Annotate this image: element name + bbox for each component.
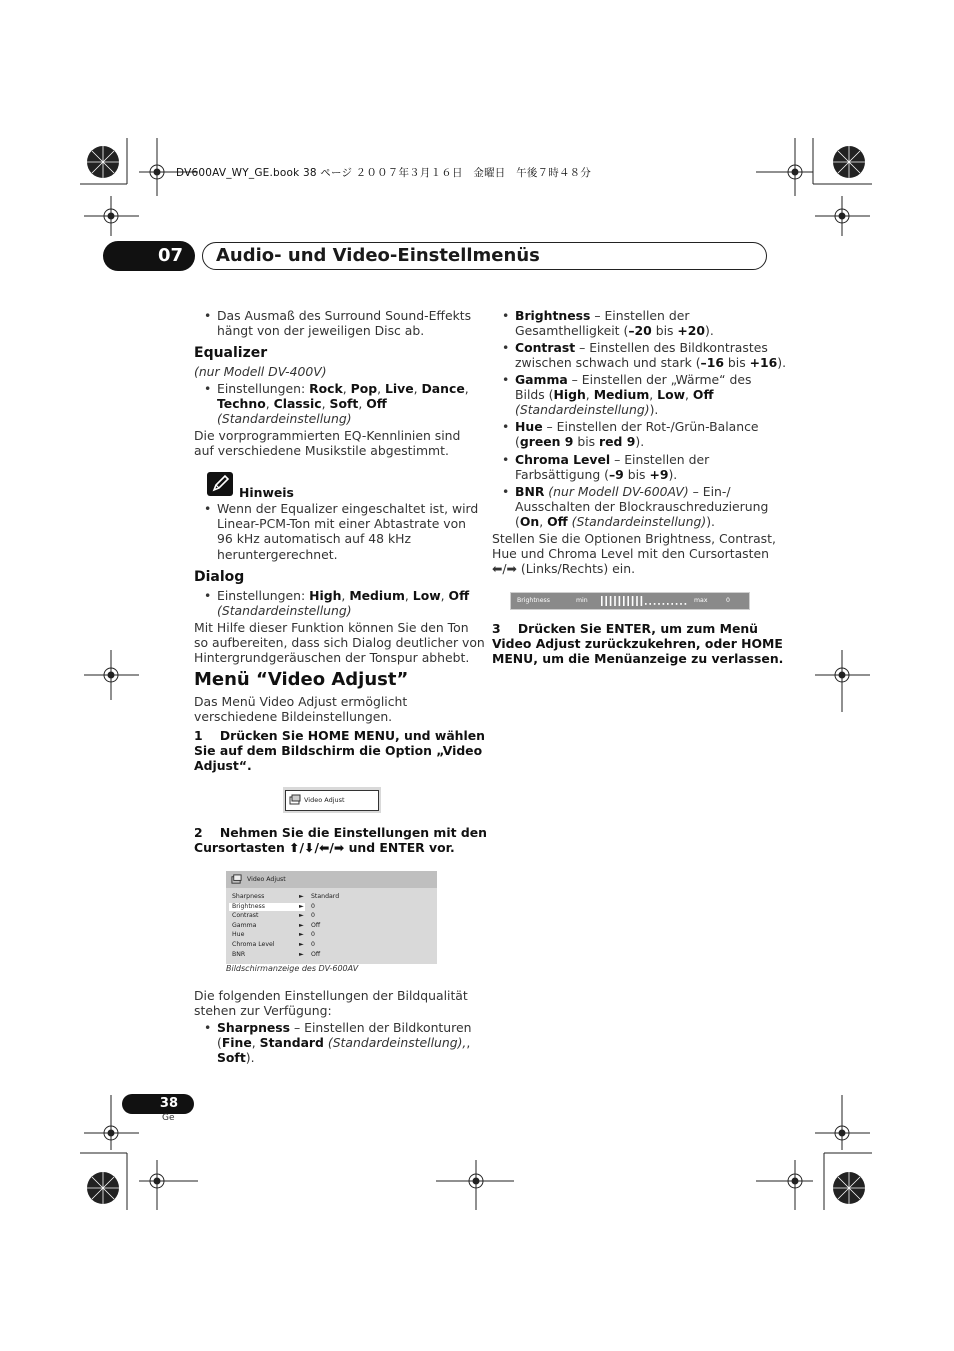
equalizer-heading: Equalizer: [194, 345, 268, 361]
page-number-badge: 38: [122, 1094, 194, 1114]
desc-line: Hintergrundgeräuschen der Tonspur abhebt.: [194, 650, 470, 666]
desc-line: (Links/Rechts) ein.: [516, 561, 636, 577]
step-line: Video Adjust zurückzukehren, oder HOME: [492, 636, 783, 652]
note-line: Linear-PCM-Ton mit einer Abtastrate von: [217, 516, 467, 532]
screen-title-bar: [226, 871, 437, 888]
setting-option: Low: [657, 387, 686, 403]
setting-name: Hue: [515, 419, 543, 434]
desc-line: stehen zur Verfügung:: [194, 1003, 332, 1019]
step-line: Adjust“.: [194, 758, 252, 774]
print-header: DV600AV_WY_GE.book 38 ページ ２００７年３月１６日 金曜日 午後７時４８分: [176, 167, 592, 179]
desc-line: auf verschiedene Musikstile abgestimmt.: [194, 443, 449, 459]
note-label: Hinweis: [239, 485, 294, 500]
slider-tick-filled: [614, 596, 616, 606]
step-line: Sie auf dem Bildschirm die Option „Video: [194, 743, 483, 759]
setting-option: Off: [547, 514, 568, 530]
desc-line: verschiedene Bildeinstellungen.: [194, 709, 393, 725]
range-min: –9: [608, 467, 624, 483]
default-note: (Standardeinstellung): [217, 603, 352, 619]
setting-option: Soft: [217, 1050, 246, 1066]
step-1: [194, 728, 484, 774]
desc-line: Die vorprogrammierten EQ-Kennlinien sind: [194, 428, 461, 443]
desc-line: Stellen Sie die Optionen Brightness, Contrast,: [492, 531, 776, 546]
range-max: red 9: [599, 434, 636, 450]
step-2: [194, 825, 487, 855]
punct: ).: [668, 467, 678, 483]
desc-line: Das Menü Video Adjust ermöglicht: [194, 694, 408, 709]
step-line: MENU, um die Menüanzeige zu verlassen.: [492, 651, 784, 667]
note-line: Wenn der Equalizer eingeschaltet ist, wird: [217, 501, 479, 516]
step-line: Cursortasten: [194, 840, 290, 856]
punct: ).: [245, 1050, 255, 1066]
screen-row-label[interactable]: Chroma Level: [232, 941, 275, 948]
setting-option: On: [519, 514, 540, 530]
default-note: (Standardeinstellung): [567, 514, 707, 530]
setting-name: Gamma: [515, 372, 568, 387]
menu-item-label: Video Adjust: [304, 796, 345, 804]
slider-label: Brightness: [517, 597, 550, 604]
step-number: 1: [194, 728, 203, 743]
setting-name: Chroma Level: [515, 452, 611, 467]
video-adjust-icon: [289, 794, 301, 806]
eq-option: Pop: [350, 381, 378, 396]
video-adjust-heading: Menü “Video Adjust”: [194, 669, 409, 690]
row-arrow-icon: ►: [299, 912, 304, 920]
slider-tick-filled: [627, 596, 629, 606]
video-adjust-menu-item[interactable]: [285, 790, 379, 811]
range-sep: bis: [651, 323, 678, 339]
setting-desc: – Einstellen des Bildkontrastes: [575, 340, 768, 355]
punct: ,: [466, 1035, 471, 1051]
setting-name: Sharpness: [217, 1020, 291, 1035]
range-sep: bis: [573, 434, 600, 450]
screen-row-value: 0: [311, 912, 315, 920]
slider-tick-filled: [623, 596, 625, 606]
brightness-slider-screen: [510, 592, 750, 610]
step-line: Drücken Sie HOME MENU, und wählen: [219, 728, 485, 743]
setting-option: Off: [692, 387, 714, 403]
setting-desc: – Einstellen der „Wärme“ des: [567, 372, 752, 387]
equalizer-description: [194, 428, 460, 458]
setting-name: Contrast: [515, 340, 576, 355]
intro-bullet-line: hängt von der jeweiligen Disc ab.: [217, 323, 425, 339]
model-note: (nur Modell DV-600AV): [544, 484, 689, 499]
punct: ).: [649, 402, 659, 418]
setting-desc: – Ein-/: [688, 484, 731, 499]
range-max: +9: [649, 467, 669, 483]
screen-row-value: Standard: [311, 893, 340, 900]
row-arrow-icon: ►: [299, 902, 304, 910]
screen-row-label[interactable]: BNR: [232, 950, 246, 958]
setting-desc: Farbsättigung (: [515, 467, 609, 483]
screen-row-label[interactable]: Brightness: [232, 902, 265, 910]
punct: (: [217, 1035, 222, 1051]
slider-tick-empty: [685, 603, 687, 605]
screen-title: Video Adjust: [247, 876, 286, 883]
punct: ,: [251, 1035, 260, 1051]
settings-prefix: Einstellungen:: [217, 588, 310, 603]
step-number: 2: [194, 825, 203, 840]
slider-tick-filled: [632, 596, 634, 606]
row-arrow-icon: ►: [299, 941, 304, 948]
range-sep: bis: [723, 355, 750, 371]
setting-name: Brightness: [515, 308, 591, 323]
slider-tick-empty: [654, 603, 656, 605]
setting-desc: Bilds (: [515, 387, 554, 403]
setting-desc: Gesamthelligkeit (: [515, 323, 629, 339]
range-min: –16: [700, 355, 724, 371]
row-arrow-icon: ►: [299, 921, 304, 929]
slider-value: 0: [726, 597, 730, 604]
punct: (: [515, 514, 520, 530]
desc-line: Die folgenden Einstellungen der Bildqualität: [194, 988, 468, 1003]
left-right-arrows-icon: ⬅/➡: [492, 561, 517, 577]
settings-prefix: Einstellungen:: [217, 381, 310, 396]
cursor-description: [492, 531, 776, 577]
desc-line: Hue und Chroma Level mit den Cursortasten: [492, 546, 769, 562]
slider-tick-filled: [636, 596, 638, 606]
punct: ).: [706, 514, 715, 530]
screen-row-label[interactable]: Contrast: [232, 912, 259, 920]
chapter-title: Audio- und Video-Einstellmenüs: [216, 245, 540, 266]
screen-row-label[interactable]: Hue: [232, 931, 245, 939]
eq-option: Rock: [309, 381, 343, 396]
eq-option: Off: [366, 396, 387, 412]
intro-bullet-line: Das Ausmaß des Surround Sound-Effekts: [217, 308, 472, 323]
setting-desc: – Einstellen der Rot-/Grün-Balance: [542, 419, 759, 434]
setting-desc: Ausschalten der Blockrauschreduzierung: [515, 499, 769, 515]
menu-item-screen: [283, 787, 381, 813]
range-min: green 9: [519, 434, 574, 450]
dialog-heading: Dialog: [194, 569, 245, 585]
eq-option: Live: [385, 381, 414, 396]
note-pencil-icon: [207, 472, 233, 496]
default-note: (Standardeinstellung): [515, 402, 650, 418]
cursor-arrows-icon: ⬆/⬇/⬅/➡: [289, 840, 345, 856]
step-number: 3: [492, 621, 501, 636]
dialog-option: Medium: [349, 588, 405, 603]
screen-row-label[interactable]: Sharpness: [232, 893, 265, 900]
range-min: –20: [628, 323, 652, 339]
row-arrow-icon: ►: [299, 893, 304, 900]
slider-track[interactable]: [601, 596, 691, 606]
dialog-option: Off: [448, 588, 470, 603]
setting-desc: – Einstellen der Bildkonturen: [290, 1020, 472, 1035]
setting-option: High: [553, 387, 586, 403]
step-line: und ENTER vor.: [344, 840, 455, 856]
desc-line: Mit Hilfe dieser Funktion können Sie den Ton: [194, 620, 469, 635]
note-line: 96 kHz automatisch auf 48 kHz: [217, 531, 411, 547]
slider-tick-empty: [645, 603, 647, 605]
punct: ).: [705, 323, 714, 339]
screen-row-value: 0: [311, 931, 315, 939]
range-max: +20: [677, 323, 706, 339]
page-language: Ge: [162, 1113, 175, 1123]
slider-tick-filled: [605, 596, 607, 606]
punct: ).: [777, 355, 787, 371]
setting-option: Fine: [221, 1035, 252, 1051]
slider-tick-empty: [649, 603, 651, 605]
slider-tick-filled: [619, 596, 621, 606]
chapter-number-badge: 07: [103, 241, 195, 271]
video-adjust-screen: [226, 871, 437, 964]
screen-row-value: 0: [311, 902, 315, 910]
row-arrow-icon: ►: [299, 950, 304, 958]
setting-desc: zwischen schwach und stark (: [515, 355, 701, 371]
slider-tick-empty: [663, 603, 665, 605]
punct: (: [515, 434, 520, 450]
setting-option: Standard: [259, 1035, 324, 1051]
slider-tick-empty: [680, 603, 682, 605]
eq-option: Soft: [329, 396, 359, 412]
slider-min-label: min: [576, 597, 588, 604]
eq-option: Techno: [217, 396, 266, 412]
row-arrow-icon: ►: [299, 931, 304, 939]
dialog-description: [194, 620, 485, 666]
desc-line: so aufbereiten, dass sich Dialog deutlicher von: [194, 635, 485, 651]
default-note: (Standardeinstellung): [217, 411, 352, 427]
step-3: [492, 621, 783, 667]
slider-tick-empty: [676, 603, 678, 605]
slider-tick-empty: [671, 603, 673, 605]
setting-name: BNR: [515, 484, 545, 499]
punct: ).: [635, 434, 645, 450]
eq-option: Classic: [273, 396, 322, 412]
range-max: +16: [749, 355, 778, 371]
screen-caption: Bildschirmanzeige des DV-600AV: [226, 964, 359, 973]
setting-desc: – Einstellen der: [610, 452, 710, 467]
screen-row-value: 0: [311, 941, 315, 948]
note-line: heruntergerechnet.: [217, 546, 338, 562]
step-line: Nehmen Sie die Einstellungen mit den: [219, 825, 487, 840]
slider-tick-empty: [667, 603, 669, 605]
video-adjust-icon: [231, 874, 242, 885]
step-line: Drücken Sie ENTER, um zum Menü: [517, 621, 759, 636]
setting-option: Medium: [593, 387, 650, 403]
slider-tick-filled: [610, 596, 612, 606]
slider-tick-filled: [601, 596, 603, 606]
equalizer-model-note: (nur Modell DV-400V): [194, 364, 327, 379]
dialog-option: Low: [412, 588, 441, 603]
video-adjust-intro: [194, 694, 407, 724]
range-sep: bis: [623, 467, 650, 483]
screen-row-label[interactable]: Gamma: [232, 921, 257, 929]
setting-desc: – Einstellen der: [590, 308, 690, 323]
screen-row-value: Off: [311, 921, 321, 929]
available-settings-intro: [194, 988, 468, 1018]
slider-max-label: max: [694, 597, 708, 604]
eq-option: Dance: [421, 381, 465, 396]
slider-tick-filled: [641, 596, 643, 606]
screen-row-value: Off: [311, 950, 321, 958]
default-note: (Standardeinstellung),: [323, 1035, 467, 1051]
dialog-option: High: [309, 588, 342, 603]
slider-tick-empty: [658, 603, 660, 605]
